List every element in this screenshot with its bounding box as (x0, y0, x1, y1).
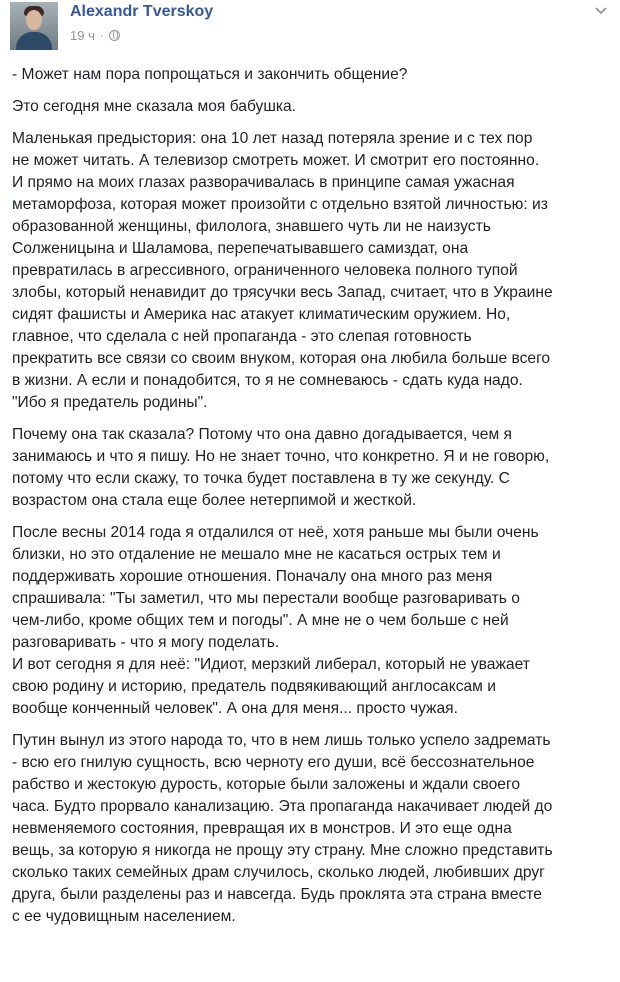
avatar-body (16, 32, 52, 50)
text-line: образованной женщины, филолога, знавшего чуть ли не наизусть (12, 218, 491, 235)
text-line: - Может нам пора попрощаться и закончить общение? (12, 66, 408, 83)
post-meta (70, 28, 120, 43)
text-line: Солженицына и Шаламова, перепечатывавшего самиздат, она (12, 240, 469, 257)
text-line: часа. Будто прорвало канализацию. Эта пропаганда накачивает людей до (12, 798, 553, 815)
text-line: возрастом она стала еще более нетерпимой и жесткой. (12, 492, 417, 509)
text-line: вещь, за которую я никогда не прощу эту страну. Мне сложно представить (12, 842, 553, 859)
post-paragraph (12, 64, 612, 86)
post-paragraph (12, 128, 612, 414)
text-line: сидят фашисты и Америка нас атакует климатическим оружием. Но, (12, 306, 511, 323)
text-line: свою родину и историю, предатель подвякивающий англосаксам и (12, 678, 496, 695)
text-line: чем-либо, кроме общих тем и погоды". А мне не о чем больше с ней (12, 612, 509, 629)
text-line: поддерживать хорошие отношения. Поначалу она много раз меня (12, 568, 493, 585)
text-line: "Ибо я предатель родины". (12, 394, 208, 411)
chevron-down-icon[interactable] (594, 6, 608, 16)
text-line: превратилась в агрессивного, ограниченного человека полного тупой (12, 262, 518, 279)
text-line: И прямо на моих глазах разворачивалась в принципе самая ужасная (12, 174, 515, 191)
text-line: с ее чудовищным населением. (12, 908, 236, 925)
meta-separator: · (99, 29, 104, 42)
text-line: невменяемого состояния, превращая их в монстров. И это еще одна (12, 820, 512, 837)
author-name[interactable]: Alexandr Tverskoy (70, 3, 214, 20)
text-line: не может читать. А телевизор смотреть может. И смотрит его постоянно. (12, 152, 540, 169)
post-paragraph (12, 424, 612, 512)
text-line: разговаривать - что я могу поделать. (12, 634, 280, 651)
post-text (12, 64, 612, 928)
text-line: друга, были разделены раз и навсегда. Будь проклята эта страна вместе (12, 886, 542, 903)
text-line: Это сегодня мне сказала моя бабушка. (12, 98, 297, 115)
text-line: И вот сегодня я для неё: "Идиот, мерзкий либерал, который не уважает (12, 656, 530, 673)
text-line: близки, но это отдаление не мешало мне не касаться острых тем и (12, 546, 501, 563)
post-header (10, 2, 610, 52)
text-line: метаморфоза, которая может произойти с отдельно взятой личностью: из (12, 196, 548, 213)
text-line: прекратить все связи со своим внуком, которая она любила больше всего (12, 350, 551, 367)
post-paragraph (12, 654, 612, 720)
text-line: Путин вынул из этого народа то, что в нем лишь только успело задремать (12, 732, 551, 749)
text-line: Почему она так сказала? Потому что она давно догадывается, чем я (12, 426, 512, 443)
text-line: Маленькая предыстория: она 10 лет назад потеряла зрение и с тех пор (12, 130, 533, 147)
text-line: рабство и жестокую дурость, которые были заложены и ждали своего (12, 776, 520, 793)
avatar-face (26, 10, 42, 30)
text-line: вообще конченный человек". А она для меня... просто чужая. (12, 700, 458, 717)
text-line: занимаюсь и что я пишу. Но не знает точно, что конкретно. Я и не говорю, (12, 448, 550, 465)
text-line: - всю его гнилую сущность, всю черноту его души, всё бессознательное (12, 754, 535, 771)
post-time[interactable]: 19 ч (70, 28, 95, 43)
text-line: спрашивала: "Ты заметил, что мы перестали вообще разговаривать о (12, 590, 520, 607)
text-line: главное, что сделала с ней пропаганда - это слепая готовность (12, 328, 472, 345)
text-line: злобы, который ненавидит до трясучки весь Запад, считает, что в Украине (12, 284, 553, 301)
author-avatar[interactable] (10, 2, 58, 50)
text-line: сколько таких семейных драм случилось, сколько людей, любивших друг (12, 864, 545, 881)
post-paragraph (12, 730, 612, 928)
post-paragraph (12, 96, 612, 118)
post-paragraph (12, 522, 612, 654)
text-line: в жизни. А если и понадобится, то я не сомневаюсь - сдать куда надо. (12, 372, 523, 389)
text-line: потому что если скажу, то точка будет поставлена в ту же секунду. С (12, 470, 510, 487)
globe-icon[interactable] (109, 30, 120, 41)
text-line: После весны 2014 года я отдалился от неё, хотя раньше мы были очень (12, 524, 539, 541)
